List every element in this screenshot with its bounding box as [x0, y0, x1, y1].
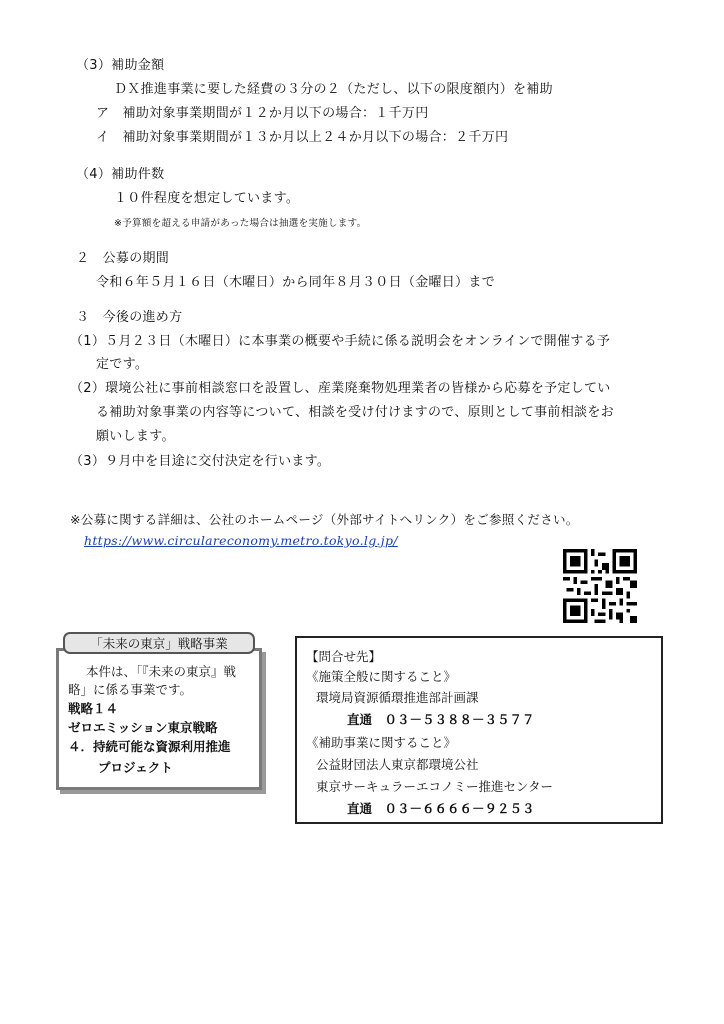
policy-phone: 直通 ０３－５３８８－３５７７: [347, 712, 535, 727]
strategy-line2: 略」に係る事業です。: [68, 682, 193, 697]
subsidy-count-desc: １０件程度を想定しています。: [114, 191, 300, 206]
strategy-title: 「未来の東京」戦略事業: [63, 632, 255, 654]
step1-line1: （1）５月２３日（木曜日）に本事業の概要や手続に係る説明会をオンラインで開催する予: [70, 334, 611, 349]
lottery-note: ※予算額を超える申請があった場合は抽選を実施します。: [114, 218, 367, 229]
period-heading: ２ 公募の期間: [76, 251, 170, 266]
strategy-line4: ゼロエミッション東京戦略: [68, 720, 218, 735]
subsidy-center: 東京サーキュラーエコノミー推進センター: [316, 779, 554, 794]
step2-line2: る補助対象事業の内容等について、相談を受け付けますので、原則として事前相談をお: [96, 405, 614, 420]
qr-code[interactable]: [561, 549, 639, 623]
step2-line3: 願いします。: [96, 429, 175, 444]
subsidy-count-heading: （4）補助件数: [76, 167, 165, 182]
subsidy-heading: 《補助事業に関すること》: [306, 735, 457, 750]
subsidy-phone: 直通 ０３－６６６６－９２５３: [347, 801, 535, 816]
period-desc: 令和６年５月１６日（木曜日）から同年８月３０日（金曜日）まで: [96, 275, 496, 290]
step1-line2: 定です。: [96, 357, 149, 372]
subsidy-amount-desc: ＤＸ推進事業に要した経費の３分の２（ただし、以下の限度額内）を補助: [114, 82, 553, 97]
subsidy-amount-heading: （3）補助金額: [76, 58, 165, 73]
qr-code-icon: [561, 549, 639, 623]
subsidy-item-a: ア 補助対象事業期間が１２か月以下の場合：１千万円: [96, 106, 429, 121]
step3: （3）９月中を目途に交付決定を行います。: [70, 454, 331, 469]
strategy-line6: プロジェクト: [98, 760, 173, 775]
next-steps-heading: ３ 今後の進め方: [76, 310, 183, 325]
subsidy-item-i: イ 補助対象事業期間が１３か月以上２４か月以下の場合：２千万円: [96, 130, 509, 145]
details-note: ※公募に関する詳細は、公社のホームページ（外部サイトへリンク）をご参照ください。: [70, 512, 579, 527]
website-link[interactable]: https://www.circulareconomy.metro.tokyo.lg.jp/: [84, 533, 398, 548]
subsidy-org: 公益財団法人東京都環境公社: [316, 757, 479, 772]
policy-dept: 環境局資源循環推進部計画課: [316, 690, 479, 705]
policy-heading: 《施策全般に関すること》: [306, 669, 457, 684]
step2-line1: （2）環境公社に事前相談窓口を設置し、産業廃棄物処理業者の皆様から応募を予定してい: [70, 381, 611, 396]
strategy-line3: 戦略１４: [68, 701, 119, 716]
contact-heading: 【問合せ先】: [306, 649, 382, 664]
strategy-line1: 本件は、「『未来の東京』戦: [86, 664, 237, 679]
strategy-line5: ４．持続可能な資源利用推進: [68, 739, 231, 754]
